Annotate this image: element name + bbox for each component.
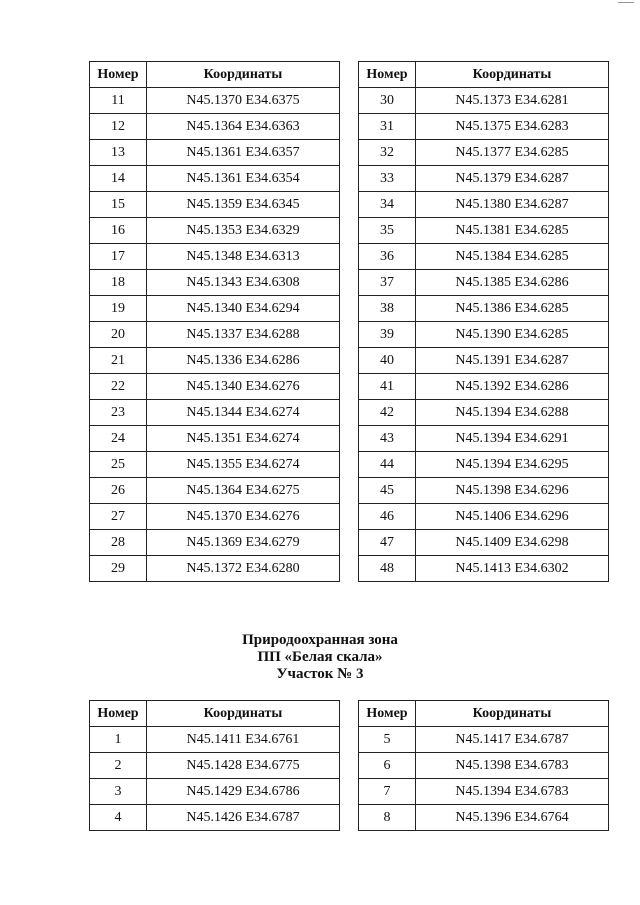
point-coordinates: N45.1361 E34.6357 xyxy=(147,140,340,166)
point-coordinates: N45.1426 E34.6787 xyxy=(147,805,340,831)
point-number: 37 xyxy=(359,270,416,296)
table-row xyxy=(90,244,340,270)
point-coordinates: N45.1381 E34.6285 xyxy=(416,218,609,244)
point-number: 40 xyxy=(359,348,416,374)
table-row xyxy=(359,426,609,452)
point-coordinates: N45.1394 E34.6295 xyxy=(416,452,609,478)
point-coordinates: N45.1353 E34.6329 xyxy=(147,218,340,244)
point-coordinates: N45.1340 E34.6276 xyxy=(147,374,340,400)
table-row xyxy=(90,452,340,478)
point-number: 25 xyxy=(90,452,147,478)
point-number: 16 xyxy=(90,218,147,244)
point-number: 11 xyxy=(90,88,147,114)
point-number: 39 xyxy=(359,322,416,348)
point-number: 31 xyxy=(359,114,416,140)
point-coordinates: N45.1361 E34.6354 xyxy=(147,166,340,192)
table-row xyxy=(359,530,609,556)
table-row xyxy=(90,805,340,831)
point-number: 8 xyxy=(359,805,416,831)
table-row xyxy=(90,270,340,296)
table-row xyxy=(359,452,609,478)
table-row xyxy=(359,192,609,218)
table-row xyxy=(359,270,609,296)
point-coordinates: N45.1336 E34.6286 xyxy=(147,348,340,374)
point-number: 21 xyxy=(90,348,147,374)
table-row xyxy=(359,166,609,192)
table-row xyxy=(90,478,340,504)
point-coordinates: N45.1370 E34.6375 xyxy=(147,88,340,114)
table-row xyxy=(359,478,609,504)
point-number: 34 xyxy=(359,192,416,218)
coordinates-table-right xyxy=(358,61,609,582)
point-coordinates: N45.1364 E34.6363 xyxy=(147,114,340,140)
point-coordinates: N45.1409 E34.6298 xyxy=(416,530,609,556)
table-row xyxy=(359,88,609,114)
header-number: Номер xyxy=(359,701,416,727)
point-number: 2 xyxy=(90,753,147,779)
point-number: 29 xyxy=(90,556,147,582)
heading-plot: Участок № 3 xyxy=(276,666,364,682)
point-coordinates: N45.1417 E34.6787 xyxy=(416,727,609,753)
point-coordinates: N45.1390 E34.6285 xyxy=(416,322,609,348)
header-number: Номер xyxy=(359,62,416,88)
heading-site-name: ПП «Белая скала» xyxy=(257,649,383,665)
table-row xyxy=(90,140,340,166)
point-coordinates: N45.1377 E34.6285 xyxy=(416,140,609,166)
point-number: 13 xyxy=(90,140,147,166)
point-number: 32 xyxy=(359,140,416,166)
table-row xyxy=(359,244,609,270)
header-coordinates: Координаты xyxy=(416,62,609,88)
table-row xyxy=(359,779,609,805)
point-number: 24 xyxy=(90,426,147,452)
point-number: 36 xyxy=(359,244,416,270)
point-coordinates: N45.1372 E34.6280 xyxy=(147,556,340,582)
point-number: 26 xyxy=(90,478,147,504)
table-row xyxy=(359,322,609,348)
table-row xyxy=(90,727,340,753)
point-number: 48 xyxy=(359,556,416,582)
table-row xyxy=(359,805,609,831)
table-row xyxy=(90,779,340,805)
table-row xyxy=(90,322,340,348)
point-coordinates: N45.1386 E34.6285 xyxy=(416,296,609,322)
point-coordinates: N45.1394 E34.6288 xyxy=(416,400,609,426)
table-row xyxy=(359,556,609,582)
point-coordinates: N45.1373 E34.6281 xyxy=(416,88,609,114)
plot3-coordinates-table-left xyxy=(89,700,340,831)
point-number: 18 xyxy=(90,270,147,296)
point-coordinates: N45.1379 E34.6287 xyxy=(416,166,609,192)
table-row xyxy=(90,218,340,244)
point-number: 30 xyxy=(359,88,416,114)
point-number: 45 xyxy=(359,478,416,504)
table-row xyxy=(359,296,609,322)
point-coordinates: N45.1337 E34.6288 xyxy=(147,322,340,348)
point-coordinates: N45.1340 E34.6294 xyxy=(147,296,340,322)
table-row xyxy=(90,426,340,452)
point-number: 22 xyxy=(90,374,147,400)
table-row xyxy=(90,753,340,779)
table-row xyxy=(90,504,340,530)
table-row xyxy=(90,556,340,582)
point-number: 4 xyxy=(90,805,147,831)
point-coordinates: N45.1398 E34.6296 xyxy=(416,478,609,504)
point-coordinates: N45.1394 E34.6291 xyxy=(416,426,609,452)
point-coordinates: N45.1359 E34.6345 xyxy=(147,192,340,218)
point-coordinates: N45.1396 E34.6764 xyxy=(416,805,609,831)
point-number: 27 xyxy=(90,504,147,530)
point-number: 12 xyxy=(90,114,147,140)
coordinates-table-left xyxy=(89,61,340,582)
point-number: 1 xyxy=(90,727,147,753)
table-row xyxy=(359,140,609,166)
point-number: 46 xyxy=(359,504,416,530)
table-row xyxy=(359,400,609,426)
header-number: Номер xyxy=(90,62,147,88)
point-coordinates: N45.1394 E34.6783 xyxy=(416,779,609,805)
table-row xyxy=(359,348,609,374)
table-row xyxy=(90,400,340,426)
table-row xyxy=(90,348,340,374)
table-row xyxy=(359,114,609,140)
table-header-row xyxy=(90,701,340,727)
point-number: 44 xyxy=(359,452,416,478)
point-number: 6 xyxy=(359,753,416,779)
table-header-row xyxy=(359,62,609,88)
point-coordinates: N45.1391 E34.6287 xyxy=(416,348,609,374)
section-heading xyxy=(0,632,640,683)
point-coordinates: N45.1343 E34.6308 xyxy=(147,270,340,296)
table-row xyxy=(90,166,340,192)
point-coordinates: N45.1380 E34.6287 xyxy=(416,192,609,218)
table-row xyxy=(359,753,609,779)
point-coordinates: N45.1384 E34.6285 xyxy=(416,244,609,270)
point-number: 20 xyxy=(90,322,147,348)
table-row xyxy=(90,114,340,140)
point-number: 7 xyxy=(359,779,416,805)
point-coordinates: N45.1398 E34.6783 xyxy=(416,753,609,779)
point-coordinates: N45.1392 E34.6286 xyxy=(416,374,609,400)
point-number: 23 xyxy=(90,400,147,426)
table-row xyxy=(359,504,609,530)
point-coordinates: N45.1355 E34.6274 xyxy=(147,452,340,478)
point-coordinates: N45.1348 E34.6313 xyxy=(147,244,340,270)
point-coordinates: N45.1364 E34.6275 xyxy=(147,478,340,504)
point-coordinates: N45.1385 E34.6286 xyxy=(416,270,609,296)
table-row xyxy=(359,218,609,244)
table-row xyxy=(90,88,340,114)
heading-zone: Природоохранная зона xyxy=(242,632,398,648)
header-coordinates: Координаты xyxy=(416,701,609,727)
plot3-coordinates-table-right xyxy=(358,700,609,831)
point-number: 17 xyxy=(90,244,147,270)
point-coordinates: N45.1344 E34.6274 xyxy=(147,400,340,426)
table-row xyxy=(90,296,340,322)
point-number: 15 xyxy=(90,192,147,218)
table-row xyxy=(359,374,609,400)
point-coordinates: N45.1411 E34.6761 xyxy=(147,727,340,753)
point-coordinates: N45.1370 E34.6276 xyxy=(147,504,340,530)
point-number: 41 xyxy=(359,374,416,400)
header-coordinates: Координаты xyxy=(147,701,340,727)
point-coordinates: N45.1375 E34.6283 xyxy=(416,114,609,140)
table-row xyxy=(90,530,340,556)
point-number: 43 xyxy=(359,426,416,452)
point-coordinates: N45.1351 E34.6274 xyxy=(147,426,340,452)
table-row xyxy=(90,374,340,400)
point-coordinates: N45.1428 E34.6775 xyxy=(147,753,340,779)
header-coordinates: Координаты xyxy=(147,62,340,88)
point-number: 47 xyxy=(359,530,416,556)
page-corner-mark xyxy=(618,2,634,3)
point-number: 35 xyxy=(359,218,416,244)
point-number: 5 xyxy=(359,727,416,753)
point-number: 42 xyxy=(359,400,416,426)
point-number: 33 xyxy=(359,166,416,192)
table-header-row xyxy=(90,62,340,88)
point-coordinates: N45.1413 E34.6302 xyxy=(416,556,609,582)
point-number: 14 xyxy=(90,166,147,192)
table-row xyxy=(90,192,340,218)
header-number: Номер xyxy=(90,701,147,727)
table-header-row xyxy=(359,701,609,727)
point-number: 38 xyxy=(359,296,416,322)
table-row xyxy=(359,727,609,753)
point-number: 19 xyxy=(90,296,147,322)
point-number: 28 xyxy=(90,530,147,556)
point-coordinates: N45.1369 E34.6279 xyxy=(147,530,340,556)
point-coordinates: N45.1429 E34.6786 xyxy=(147,779,340,805)
point-number: 3 xyxy=(90,779,147,805)
point-coordinates: N45.1406 E34.6296 xyxy=(416,504,609,530)
